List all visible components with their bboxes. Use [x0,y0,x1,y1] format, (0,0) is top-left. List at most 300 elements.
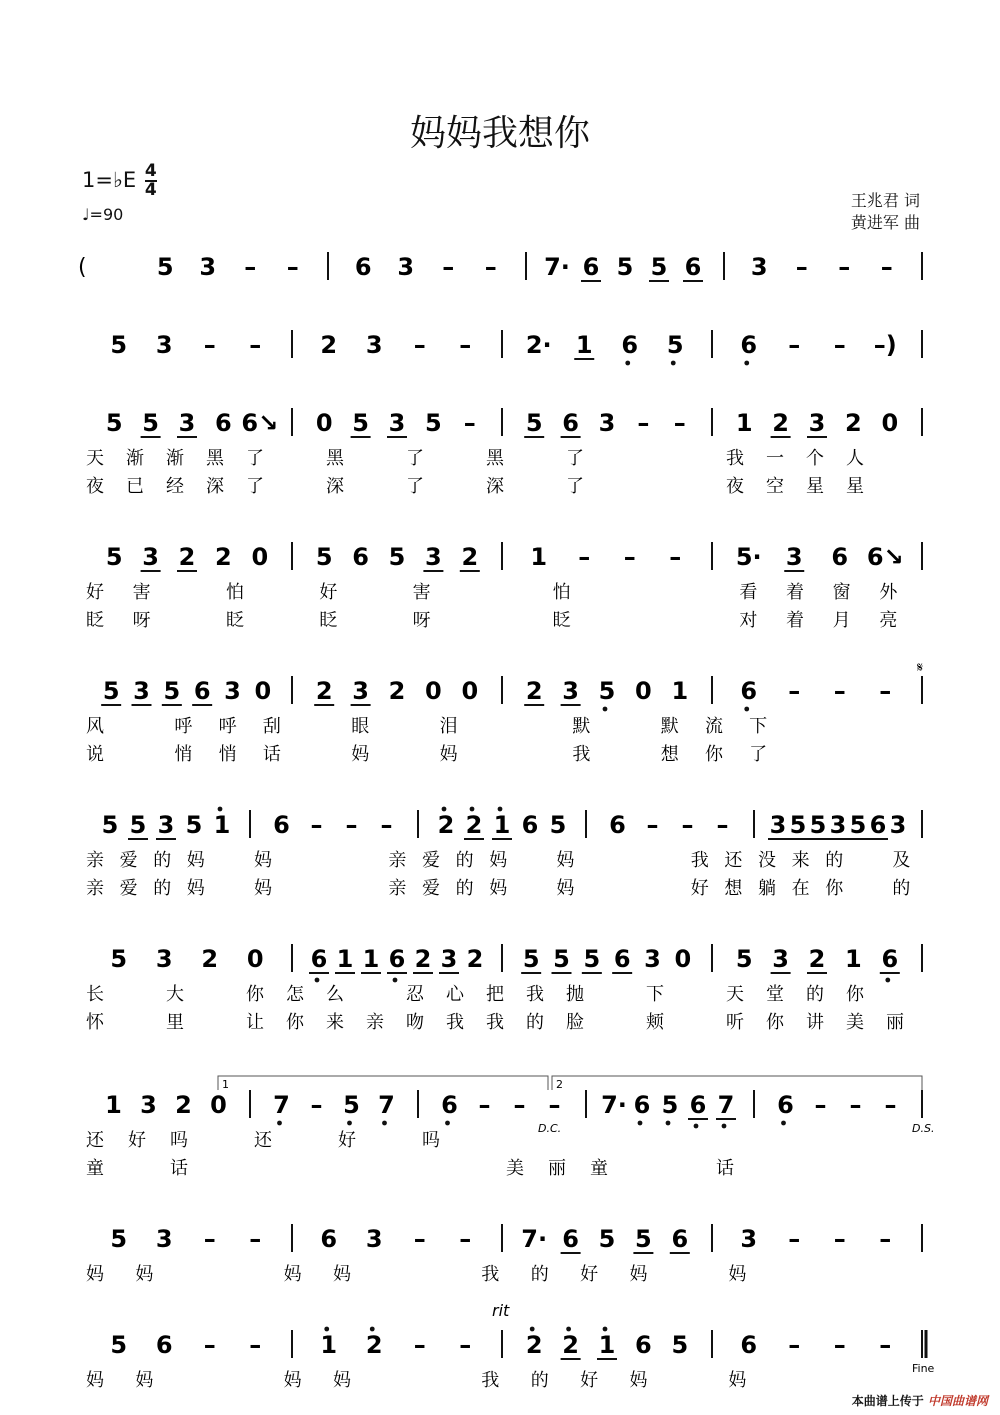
lyric-char: 黑 [486,448,504,469]
note: 6 [273,811,290,839]
note: – [681,811,694,839]
note: 6 [621,331,639,359]
note: 2 [320,331,338,359]
note: 6 [352,543,369,571]
lyric-char: 在 [791,878,810,899]
lyric-char: 窗 [832,582,851,603]
lyric-char: 的 [530,1264,549,1285]
lyric-char: 听 [726,1012,744,1033]
note: 0 [674,945,692,973]
low-octave-dot [382,1121,387,1126]
lyric-char: 童 [86,1158,104,1179]
note: – [788,1225,801,1253]
note: 5 [105,543,123,571]
lyric-char: 我 [726,448,744,469]
note: 2 [201,945,219,973]
note: 0 [635,677,652,705]
note: 5 [549,811,567,839]
lyric-char: 你 [846,984,864,1005]
note: –) [873,331,897,359]
note: 3 [808,409,826,437]
lyric-char: 空 [766,476,784,497]
lyric-char: 呼 [174,716,193,737]
note: 2· [525,331,552,359]
lyric-char: 妈 [86,1370,104,1391]
note: 1 [493,811,511,839]
volta-1-bracket [218,1076,548,1090]
low-octave-dot [393,978,398,983]
lyric-char: 呀 [132,610,151,631]
note: 3 [199,253,217,281]
note: – [310,811,323,839]
note: 3 [562,677,579,705]
lyric-char: 说 [86,744,104,765]
volta-2-bracket [552,1076,922,1090]
note: 6 [684,253,702,281]
lyric-char: 忍 [406,984,424,1005]
note: 2 [525,677,543,705]
note: 3 [365,331,383,359]
footer-text: 本曲谱上传于 [851,1394,924,1408]
note: 5 [525,409,543,437]
lyric-char: 夜 [726,476,744,497]
note: 5 [156,253,174,281]
lyric-char: 已 [126,476,144,497]
note: 6 [831,543,849,571]
note: 3 [157,811,175,839]
time-sig-bottom: 4 [144,180,157,200]
low-octave-dot [671,361,676,366]
note: 5 [849,811,867,839]
note: – [716,811,729,839]
lyric-char: 美 [506,1158,524,1179]
note: – [310,1091,323,1119]
note: – [623,543,636,571]
note: 6 [633,1091,651,1119]
note: – [879,1225,892,1253]
lyric-char: 风 [86,716,104,737]
note: – [244,253,257,281]
lyric-char: 妈 [283,1370,302,1391]
lyric-char: 我 [486,1012,504,1033]
note: 0 [246,945,264,973]
lyric-char: 把 [486,984,504,1005]
lyric-char: 眨 [552,610,571,631]
lyric-char: 好 [690,878,709,899]
note: 6 [689,1091,707,1119]
lyric-char: 好 [580,1370,599,1391]
lyric-char: 的 [526,1012,544,1033]
low-octave-dot [666,1121,671,1126]
lyric-char: 亲 [86,850,104,871]
lyric-char: 眼 [351,716,370,737]
note: – [203,1225,216,1253]
note: 6 [521,811,539,839]
low-octave-dot [744,361,749,366]
lyric-char: 好 [338,1130,356,1151]
note: 1 [671,677,689,705]
lyric-char: 话 [716,1158,734,1179]
note: 6 [215,409,232,437]
note: 2 [178,543,196,571]
low-octave-dot [694,1124,699,1129]
lyric-char: 外 [879,582,898,603]
lyric-char: 丽 [548,1158,566,1179]
lyric-char: 颊 [646,1012,664,1033]
note: – [459,1225,472,1253]
note: 3 [750,253,768,281]
note: 5 [635,1225,652,1253]
lyric-char: 的 [892,878,911,899]
note: 3 [829,811,847,839]
lyric-char: 还 [86,1130,104,1151]
lyric-char: 的 [825,850,844,871]
lyric-char: 了 [406,448,424,469]
lyric-char: 月 [832,610,851,631]
note: 3 [440,945,458,973]
note: – [788,677,801,705]
note: 5 [163,677,181,705]
lyric-char: 看 [739,582,758,603]
note: 3 [598,409,616,437]
lyric-char: 亲 [86,878,104,899]
note: – [459,1331,472,1359]
high-octave-dot [498,807,503,812]
note: 5 [110,945,128,973]
lyric-char: 妈 [254,850,272,871]
note: – [413,331,426,359]
lyric-char: 深 [326,476,344,497]
lyric-char: 好 [580,1264,599,1285]
lyricist-credit: 王兆君 词 [850,191,920,210]
note: 6 [740,1331,758,1359]
lyric-char: 的 [806,984,824,1005]
lyric-char: 的 [153,878,172,899]
note: 6 [562,409,579,437]
note: 5 [105,409,123,437]
high-octave-dot [324,1327,329,1332]
note: 0 [461,677,479,705]
low-octave-dot [638,1121,643,1126]
lyric-char: 了 [406,476,424,497]
note: 2 [215,543,232,571]
note: 3 [142,543,159,571]
note: 6 [881,945,899,973]
note: – [833,677,846,705]
lyric-char: 妈 [556,850,575,871]
lyric-char: 你 [825,878,844,899]
note: 0 [251,543,269,571]
low-octave-dot [445,1121,450,1126]
lyric-char: 没 [758,850,776,871]
note: 3 [785,543,803,571]
note: 6 [869,811,887,839]
lyric-char: 深 [486,476,504,497]
lyric-char: 害 [132,582,151,603]
note: – [884,1091,897,1119]
lyric-char: 爱 [422,850,440,871]
note: – [795,253,808,281]
lyric-char: 经 [166,476,184,497]
note: – [203,1331,216,1359]
lyric-char: 及 [892,850,911,871]
note: 6 [613,945,631,973]
note: 1 [213,811,231,839]
lyric-char: 还 [254,1130,272,1151]
note: 5 [425,409,442,437]
note: 5 [129,811,147,839]
note: – [249,331,262,359]
lyric-char: 天 [86,448,104,469]
lyric-char: 亲 [366,1012,384,1033]
note: 6 [609,811,626,839]
lyric-char: 我 [572,744,591,765]
ds-mark: D.S. [912,1122,935,1135]
note: 5 [598,677,616,705]
note: 2 [388,677,406,705]
lyric-char: 个 [806,448,824,469]
score-title: 妈妈我想你 [409,113,590,154]
note: 3 [889,811,907,839]
low-octave-dot [722,1124,727,1129]
lyric-char: 妈 [333,1264,352,1285]
fine-mark: Fine [912,1362,935,1375]
lyric-char: 美 [846,1012,864,1033]
note: 6 [671,1225,689,1253]
lyric-char: 你 [704,744,723,765]
note: 2 [808,945,826,973]
note: 3 [133,677,150,705]
note: – [548,1091,561,1119]
note: 6↘ [866,543,904,571]
lyric-char: 了 [566,448,584,469]
lyric-char: 你 [286,1012,304,1033]
open-paren: ( [78,255,87,280]
note: 5 [661,1091,679,1119]
note: 1 [362,945,380,973]
low-octave-dot [277,1121,282,1126]
note: 5 [650,253,668,281]
note: – [833,1225,846,1253]
note: 0 [881,409,899,437]
lyric-char: 天 [726,984,744,1005]
lyric-char: 着 [786,582,804,603]
lyric-char: 妈 [283,1264,302,1285]
note: – [413,1331,426,1359]
note: 6 [354,253,372,281]
note: 5 [110,331,128,359]
note: 5 [101,811,119,839]
note: 1 [598,1331,616,1359]
note: – [879,677,892,705]
lyric-char: 亲 [388,850,407,871]
lyric-char: 下 [749,716,768,737]
volta-1-number: 1 [222,1078,229,1091]
note: 2 [525,1331,543,1359]
high-octave-dot [566,1327,571,1332]
note: 3 [224,677,241,705]
time-sig-top: 4 [144,161,157,181]
note: – [788,331,801,359]
note: 3 [365,1225,383,1253]
note: – [484,253,497,281]
high-octave-dot [218,807,223,812]
lyric-char: 爱 [119,850,138,871]
lyric-char: 了 [246,476,264,497]
lyric-char: 妈 [333,1370,352,1391]
segno-sign: 𝄋 [916,660,924,676]
note: 3 [140,1091,157,1119]
lyric-char: 来 [791,850,810,871]
note: – [788,1331,801,1359]
note: 3 [155,331,173,359]
lyric-char: 我 [481,1264,500,1285]
lyric-char: 好 [319,582,338,603]
composer-credit: 黄进军 曲 [850,213,920,232]
lyric-char: 妈 [351,744,370,765]
note: 6 [320,1225,338,1253]
note: 6 [441,1091,458,1119]
lyric-char: 下 [646,984,664,1005]
note: 3 [155,1225,173,1253]
lyric-char: 害 [412,582,431,603]
low-octave-dot [603,707,608,712]
note: – [249,1225,262,1253]
lyric-char: 我 [481,1370,500,1391]
lyric-char: 妈 [186,850,205,871]
lyric-char: 丽 [886,1012,904,1033]
note: 2 [461,543,479,571]
note: 1 [105,1091,122,1119]
note: 1 [735,409,753,437]
lyric-char: 人 [846,448,864,469]
lyric-char: 妈 [254,878,272,899]
lyric-char: 还 [724,850,743,871]
note: – [646,811,659,839]
footer-site: 中国曲谱网 [927,1394,988,1408]
note: 5 [352,409,369,437]
lyric-char: 呼 [218,716,237,737]
lyric-char: 的 [455,850,474,871]
note: 5 [110,1225,128,1253]
note: – [833,331,846,359]
note: – [463,409,476,437]
lyric-char: 了 [749,744,768,765]
note: – [459,331,472,359]
note: 0 [425,677,442,705]
note: 3 [772,945,789,973]
note: 2 [466,945,484,973]
note: – [478,1091,491,1119]
note: 5 [583,945,601,973]
lyric-char: 我 [446,1012,464,1033]
note: 5 [315,543,333,571]
low-octave-dot [885,978,890,983]
high-octave-dot [470,807,475,812]
lyric-char: 默 [660,716,679,737]
note: 5 [388,543,406,571]
note: 1 [320,1331,338,1359]
note: 2 [562,1331,579,1359]
note: 5 [598,1225,616,1253]
lyric-char: 妈 [629,1264,648,1285]
volta-2-number: 2 [556,1078,563,1091]
note: 2 [315,677,333,705]
note: 2 [414,945,432,973]
tempo-mark: ♩=90 [82,205,124,224]
lyric-char: 让 [246,1012,264,1033]
lyric-char: 妈 [728,1370,747,1391]
lyric-char: 怎 [286,984,304,1005]
note: 2 [437,811,455,839]
note: 7 [273,1091,290,1119]
note: 5 [110,1331,128,1359]
note: 6 [635,1331,652,1359]
note: 3 [155,945,173,973]
lyric-char: 话 [170,1158,188,1179]
high-octave-dot [370,1327,375,1332]
note: – [203,331,216,359]
lyric-char: 吗 [422,1130,440,1151]
key-label: 1=♭E [82,168,137,192]
note: 1 [530,543,548,571]
lyric-char: 怕 [226,582,244,603]
note: – [286,253,299,281]
lyric-char: 妈 [135,1264,154,1285]
dc-mark: D.C. [538,1122,562,1135]
note: 6↘ [241,409,279,437]
lyric-char: 对 [739,610,758,631]
note: 5 [735,945,753,973]
note: 6 [740,331,758,359]
lyric-char: 你 [766,1012,784,1033]
low-octave-dot [744,707,749,712]
note: 0 [210,1091,227,1119]
note: – [578,543,591,571]
lyric-char: 渐 [166,448,184,469]
note: – [673,409,686,437]
lyric-char: 流 [704,716,723,737]
note: 5 [671,1331,689,1359]
footer-credit [852,1392,988,1409]
lyric-char: 的 [530,1370,549,1391]
high-octave-dot [603,1327,608,1332]
lyric-char: 了 [566,476,584,497]
note: 5 [789,811,807,839]
lyric-char: 妈 [439,744,458,765]
lyric-char: 讲 [806,1012,824,1033]
lyric-char: 想 [724,878,743,899]
note: – [380,811,393,839]
lyric-char: 我 [526,984,544,1005]
note: 2 [175,1091,192,1119]
lyric-char: 长 [86,984,104,1005]
note: 6 [155,1331,173,1359]
lyric-char: 渐 [126,448,144,469]
lyric-char: 着 [786,610,804,631]
lyric-char: 眨 [226,610,244,631]
lyric-char: 一 [766,448,784,469]
note: 3 [769,811,787,839]
lyric-char: 的 [153,850,172,871]
high-octave-dot [442,807,447,812]
lyric-char: 深 [206,476,224,497]
note: 1 [336,945,354,973]
lyric-char: 黑 [206,448,224,469]
note: – [442,253,455,281]
note: 5 [185,811,203,839]
note: 6 [740,677,758,705]
